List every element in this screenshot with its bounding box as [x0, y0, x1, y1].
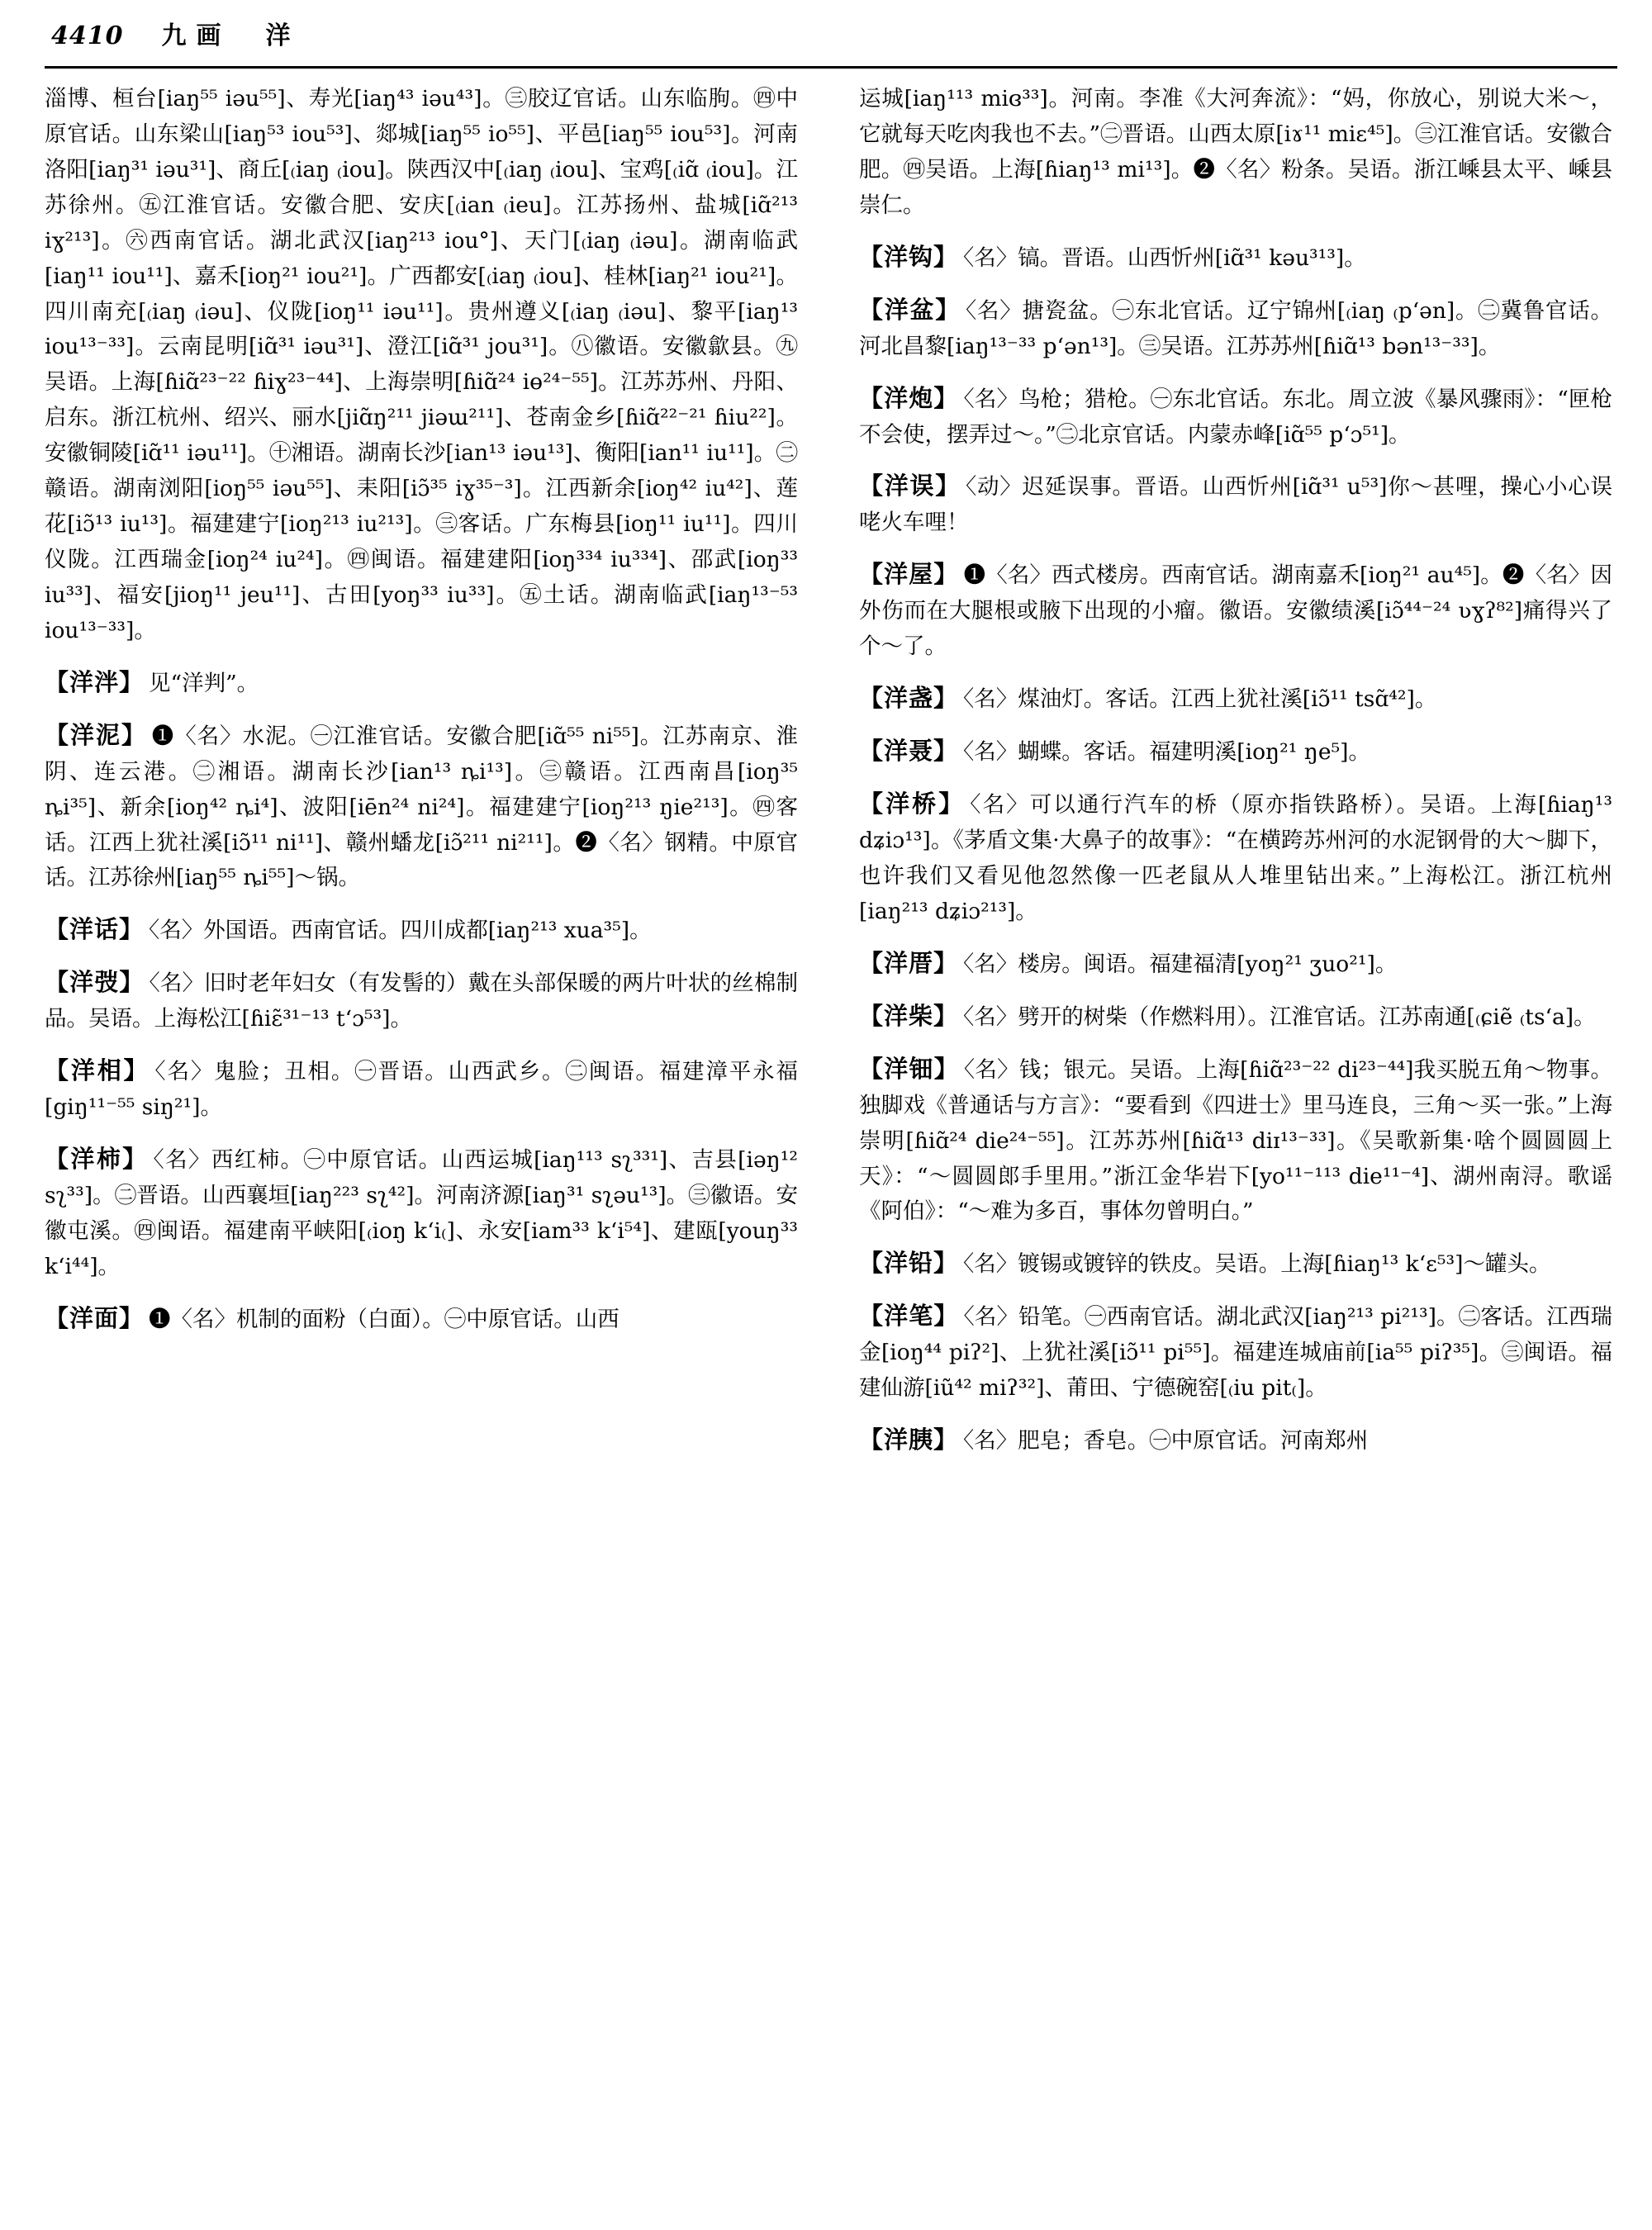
section-header: 九画 洋 [161, 21, 301, 50]
entry-text: 〈名〉旧时老年妇女（有发髻的）戴在头部保暖的两片叶状的丝棉制品。吴语。上海松江[ɦiɛ̃³¹⁻¹³ t‘ɔ⁵³]。 [45, 970, 798, 1032]
entry-text: 〈名〉搪瓷盆。㊀东北官话。辽宁锦州[₍iaŋ ₍p‘ən]。㊁冀鲁官话。河北昌黎[iaŋ¹³⁻³³ p‘ən¹³]。㊂吴语。江苏苏州[ɦiɑ̃¹³ bən¹³⁻³³]。 [859, 297, 1612, 359]
entry-headword: 【洋柴】 [859, 1001, 959, 1030]
dictionary-entry [859, 1050, 1612, 1231]
dictionary-entry [45, 1140, 798, 1285]
entry-text: 〈名〉镀锡或镀锌的铁皮。吴语。上海[ɦiaŋ¹³ k‘ɛ⁵³]～罐头。 [963, 1251, 1551, 1278]
dictionary-entry [859, 238, 1612, 277]
dictionary-entry [859, 1297, 1612, 1407]
entry-text: 〈名〉楼房。闽语。福建福清[yoŋ²¹ ʒuo²¹]。 [963, 951, 1398, 977]
dictionary-entry [859, 732, 1612, 771]
page-number: 4410 [51, 21, 124, 50]
entry-headword: 【洋弢】 [45, 968, 145, 997]
dictionary-entry [859, 785, 1612, 930]
dictionary-entry [45, 663, 798, 702]
entry-headword: 【洋面】 [45, 1303, 145, 1332]
column-left [45, 82, 808, 2196]
entry-headword: 【洋盆】 [859, 295, 961, 324]
entry-text: 〈名〉镐。晋语。山西忻州[iɑ̃³¹ kəu³¹³]。 [963, 244, 1366, 271]
entry-headword: 【洋屋】 [859, 560, 959, 589]
entry-text: 〈名〉可以通行汽车的桥（原亦指铁路桥）。吴语。上海[ɦiaŋ¹³ dʑiɔ¹³]。《茅盾文集·大鼻子的故事》：“在横跨苏州河的水泥钢骨的大～脚下，也许我们又看见他忽然像一匹老鼠从人堆里钻出来。”上海松江。浙江杭州[iaŋ²¹³ dʑiɔ²¹³]。 [859, 792, 1612, 924]
entry-headword: 【洋桥】 [859, 790, 966, 818]
dictionary-entry [859, 997, 1612, 1036]
dictionary-entry [45, 1051, 798, 1126]
dictionary-entry [859, 1473, 1612, 1512]
entry-text: 〈名〉鬼脸；丑相。㊀晋语。山西武乡。㊁闽语。福建漳平永福[giŋ¹¹⁻⁵⁵ siŋ²¹]。 [45, 1059, 798, 1121]
entry-continuation [45, 82, 798, 649]
dictionary-entry [859, 379, 1612, 453]
entry-text: 见“洋判”。 [149, 670, 259, 696]
column-right [846, 82, 1612, 2196]
entry-text: 〈名〉劈开的树柴（作燃料用）。江淮官话。江苏南通[₍ɕiẽ ₍ts‘a]。 [963, 1004, 1596, 1030]
dictionary-entry [45, 1299, 798, 1338]
entry-text: 〈名〉肥皂；香皂。㊀中原官话。河南郑州 [963, 1428, 1369, 1454]
entry-headword: 【洋笔】 [859, 1302, 959, 1331]
body-columns [45, 82, 1617, 2196]
entry-headword: 【洋柿】 [45, 1145, 149, 1174]
entry-text: 〈名〉蝴蝶。客话。福建明溪[ioŋ²¹ ŋe⁵]。 [963, 739, 1370, 766]
entry-headword: 【洋相】 [45, 1056, 150, 1085]
entry-text: ❶〈名〉西式楼房。西南官话。湖南嘉禾[ioŋ²¹ au⁴⁵]。❷〈名〉因外伤而在大腿根或腋下出现的小瘤。徽语。安徽绩溪[iɔ̃⁴⁴⁻²⁴ ʋɣʔ⁸²]痛得兴了个～了。 [859, 562, 1612, 660]
entry-text: ❶〈名〉机制的面粉（白面）。㊀中原官话。山西 [149, 1306, 620, 1332]
entry-text: 〈名〉铅笔。㊀西南官话。湖北武汉[iaŋ²¹³ pi²¹³]。㊁客话。江西瑞金[ioŋ⁴⁴ piʔ²]、上犹社溪[iɔ̃¹¹ pi⁵⁵]。福建连城庙前[ia⁵⁵ piʔ³⁵]。㊂闽语。福建仙游[iũ⁴² miʔ³²]、莆田、宁德碗窑[₍iu pit₍]。 [859, 1304, 1612, 1402]
entry-text: 〈名〉外国语。西南官话。四川成都[iaŋ²¹³ xua³⁵]。 [149, 918, 652, 944]
dictionary-entry [45, 716, 798, 897]
entry-headword: 【洋泥】 [45, 720, 147, 749]
dictionary-entry [45, 963, 798, 1037]
entry-text: 运城[iaŋ¹¹³ miɞ³³]。河南。李准《大河奔流》：“妈，你放心，别说大米～，它就每天吃肉我也不去。”㊁晋语。山西太原[iɤ¹¹ miɛ⁴⁵]。㊂江淮官话。安徽合肥。㊃吴语。上海[ɦiaŋ¹³ mi¹³]。❷〈名〉粉条。吴语。浙江嵊县太平、嵊县崇仁。 [859, 86, 1612, 218]
entry-headword: 【洋误】 [859, 472, 961, 501]
dictionary-entry [859, 291, 1612, 365]
dictionary-entry [45, 910, 798, 949]
entry-headword: 【洋钩】 [859, 242, 959, 271]
dictionary-entry [859, 944, 1612, 983]
entry-headword: 【洋聂】 [859, 737, 959, 766]
entry-headword: 【洋话】 [45, 915, 145, 944]
dictionary-entry [859, 679, 1612, 718]
entry-text: 〈名〉钱；银元。吴语。上海[ɦiɑ̃²³⁻²² di²³⁻⁴⁴]我买脱五角～物事。独脚戏《普通话与方言》：“要看到《四进士》里马连良，三角～买一张。”上海崇明[ɦiɑ̃²⁴ die²⁴⁻⁵⁵]。江苏苏州[ɦiɑ̃¹³ diɪ¹³⁻³³]。《吴歌新集·啥个圆圆圆上天》：“～圆圆郎手里用。”浙江金华岩下[yo¹¹⁻¹¹³ die¹¹⁻⁴]、湖州南浔。歌谣《阿伯》：“～难为多百，事体勿曾明白。” [859, 1056, 1612, 1225]
entry-text: ❶〈名〉水泥。㊀江淮官话。安徽合肥[iɑ̃⁵⁵ ni⁵⁵]。江苏南京、淮阴、连云港。㊁湘语。湖南长沙[ian¹³ ȵi¹³]。㊂赣语。江西南昌[ioŋ³⁵ ȵi³⁵]、新余[ioŋ⁴² ȵi⁴]、波阳[iēn²⁴ ni²⁴]。福建建宁[ioŋ²¹³ ŋie²¹³]。㊃客话。江西上犹社溪[iɔ̃¹¹ ni¹¹]、赣州蟠龙[iɔ̃²¹¹ ni²¹¹]。❷〈名〉钢精。中原官话。江苏徐州[iaŋ⁵⁵ ȵi⁵⁵]～锅。 [45, 723, 798, 891]
dictionary-entry [859, 467, 1612, 541]
entry-text: 淄博、桓台[iaŋ⁵⁵ iəu⁵⁵]、寿光[iaŋ⁴³ iəu⁴³]。㊂胶辽官话。山东临朐。㊃中原官话。山东梁山[iaŋ⁵³ iou⁵³]、郯城[iaŋ⁵⁵ io⁵⁵]、平邑[iaŋ⁵⁵ iou⁵³]。河南洛阳[iaŋ³¹ iəu³¹]、商丘[₍iaŋ ₍iou]。陕西汉中[₍iaŋ ₍iou]、宝鸡[₍iɑ̃ ₍iou]。江苏徐州。㊄江淮官话。安徽合肥、安庆[₍ian ₍ieu]。江苏扬州、盐城[iɑ̃²¹³ iɣ²¹³]。㊅西南官话。湖北武汉[iaŋ²¹³ iou°]、天门[₍iaŋ ₍iəu]。湖南临武 [iaŋ¹¹ iou¹¹]、嘉禾[ioŋ²¹ iou²¹]。广西都安[₍iaŋ ₍iou]、桂林[iaŋ²¹ iou²¹]。四川南充[₍iaŋ ₍iəu]、仪陇[ioŋ¹¹ iəu¹¹]。贵州遵义[₍iaŋ ₍iəu]、黎平[iaŋ¹³ iou¹³⁻³³]。云南昆明[iɑ̃³¹ iəu³¹]、澄江[iɑ̃³¹ jou³¹]。㊇徽语。安徽歙县。㊈吴语。上海[ɦiɑ̃²³⁻²² ɦiɣ²³⁻⁴⁴]、上海崇明[ɦiɑ̃²⁴ iɵ²⁴⁻⁵⁵]。江苏苏州、丹阳、启东。浙江杭州、绍兴、丽水[jiɑ̃ŋ²¹¹ jiəɯ²¹¹]、苍南金乡[ɦiɑ̃²²⁻²¹ ɦiu²²]。安徽铜陵[iɑ̃¹¹ iəu¹¹]。㊉湘语。湖南长沙[ian¹³ iəu¹³]、衡阳[ian¹¹ iu¹¹]。㊁赣语。湖南浏阳[ioŋ⁵⁵ iəu⁵⁵]、耒阳[iɔ̃³⁵ iɣ³⁵⁻³]。江西新余[ioŋ⁴² iu⁴²]、莲花[iɔ̃¹³ iu¹³]。福建建宁[ioŋ²¹³ iu²¹³]。㊂客话。广东梅县[ioŋ¹¹ iu¹¹]。四川仪陇。江西瑞金[ioŋ²⁴ iu²⁴]。㊃闽语。福建建阳[ioŋ³³⁴ iu³³⁴]、邵武[ioŋ³³ iu³³]、福安[jioŋ¹¹ jeu¹¹]、古田[yoŋ³³ iu³³]。㊄土话。湖南临武[iaŋ¹³⁻⁵³ iou¹³⁻³³]。 [45, 86, 798, 643]
entry-headword: 【洋盏】 [859, 684, 959, 713]
entry-headword: 【洋胰】 [859, 1426, 959, 1454]
entry-continuation [859, 82, 1612, 224]
dictionary-entry [859, 1421, 1612, 1459]
entry-headword: 【洋厝】 [859, 948, 959, 977]
entry-text: 〈名〉鸟枪；猎枪。㊀东北官话。东北。周立波《暴风骤雨》：“匣枪不会使，摆弄过～。”㊁北京官话。内蒙赤峰[iɑ̃⁵⁵ p‘ɔ⁵¹]。 [859, 386, 1612, 448]
entry-text: 〈名〉煤油灯。客话。江西上犹社溪[iɔ̃¹¹ tsɑ̃⁴²]。 [963, 686, 1437, 713]
dictionary-entry [859, 555, 1612, 665]
entry-text: 〈名〉西红柿。㊀中原官话。山西运城[iaŋ¹¹³ sʅ³³¹]、吉县[iəŋ¹² sʅ³³]。㊁晋语。山西襄垣[iaŋ²²³ sʅ⁴²]。河南济源[iaŋ³¹ sʅəu¹³]。㊂徽语。安徽屯溪。㊃闽语。福建南平峡阳[₍ioŋ k‘i₍]、永安[iam³³ k‘i⁵⁴]、建瓯[youŋ³³ k‘i⁴⁴]。 [45, 1147, 798, 1279]
running-head [45, 15, 1617, 61]
entry-headword: 【洋炮】 [859, 383, 959, 412]
entry-headword: 【洋钿】 [859, 1054, 959, 1083]
entry-headword: 【洋泮】 [45, 667, 145, 696]
entry-headword: 【洋铅】 [859, 1249, 959, 1278]
dictionary-entry [859, 1244, 1612, 1283]
header-rule [45, 66, 1617, 69]
entry-text: 〈动〉迟延误事。晋语。山西忻州[iɑ̃³¹ u⁵³]你～甚哩，操心小心误咾火车哩！ [859, 474, 1612, 536]
